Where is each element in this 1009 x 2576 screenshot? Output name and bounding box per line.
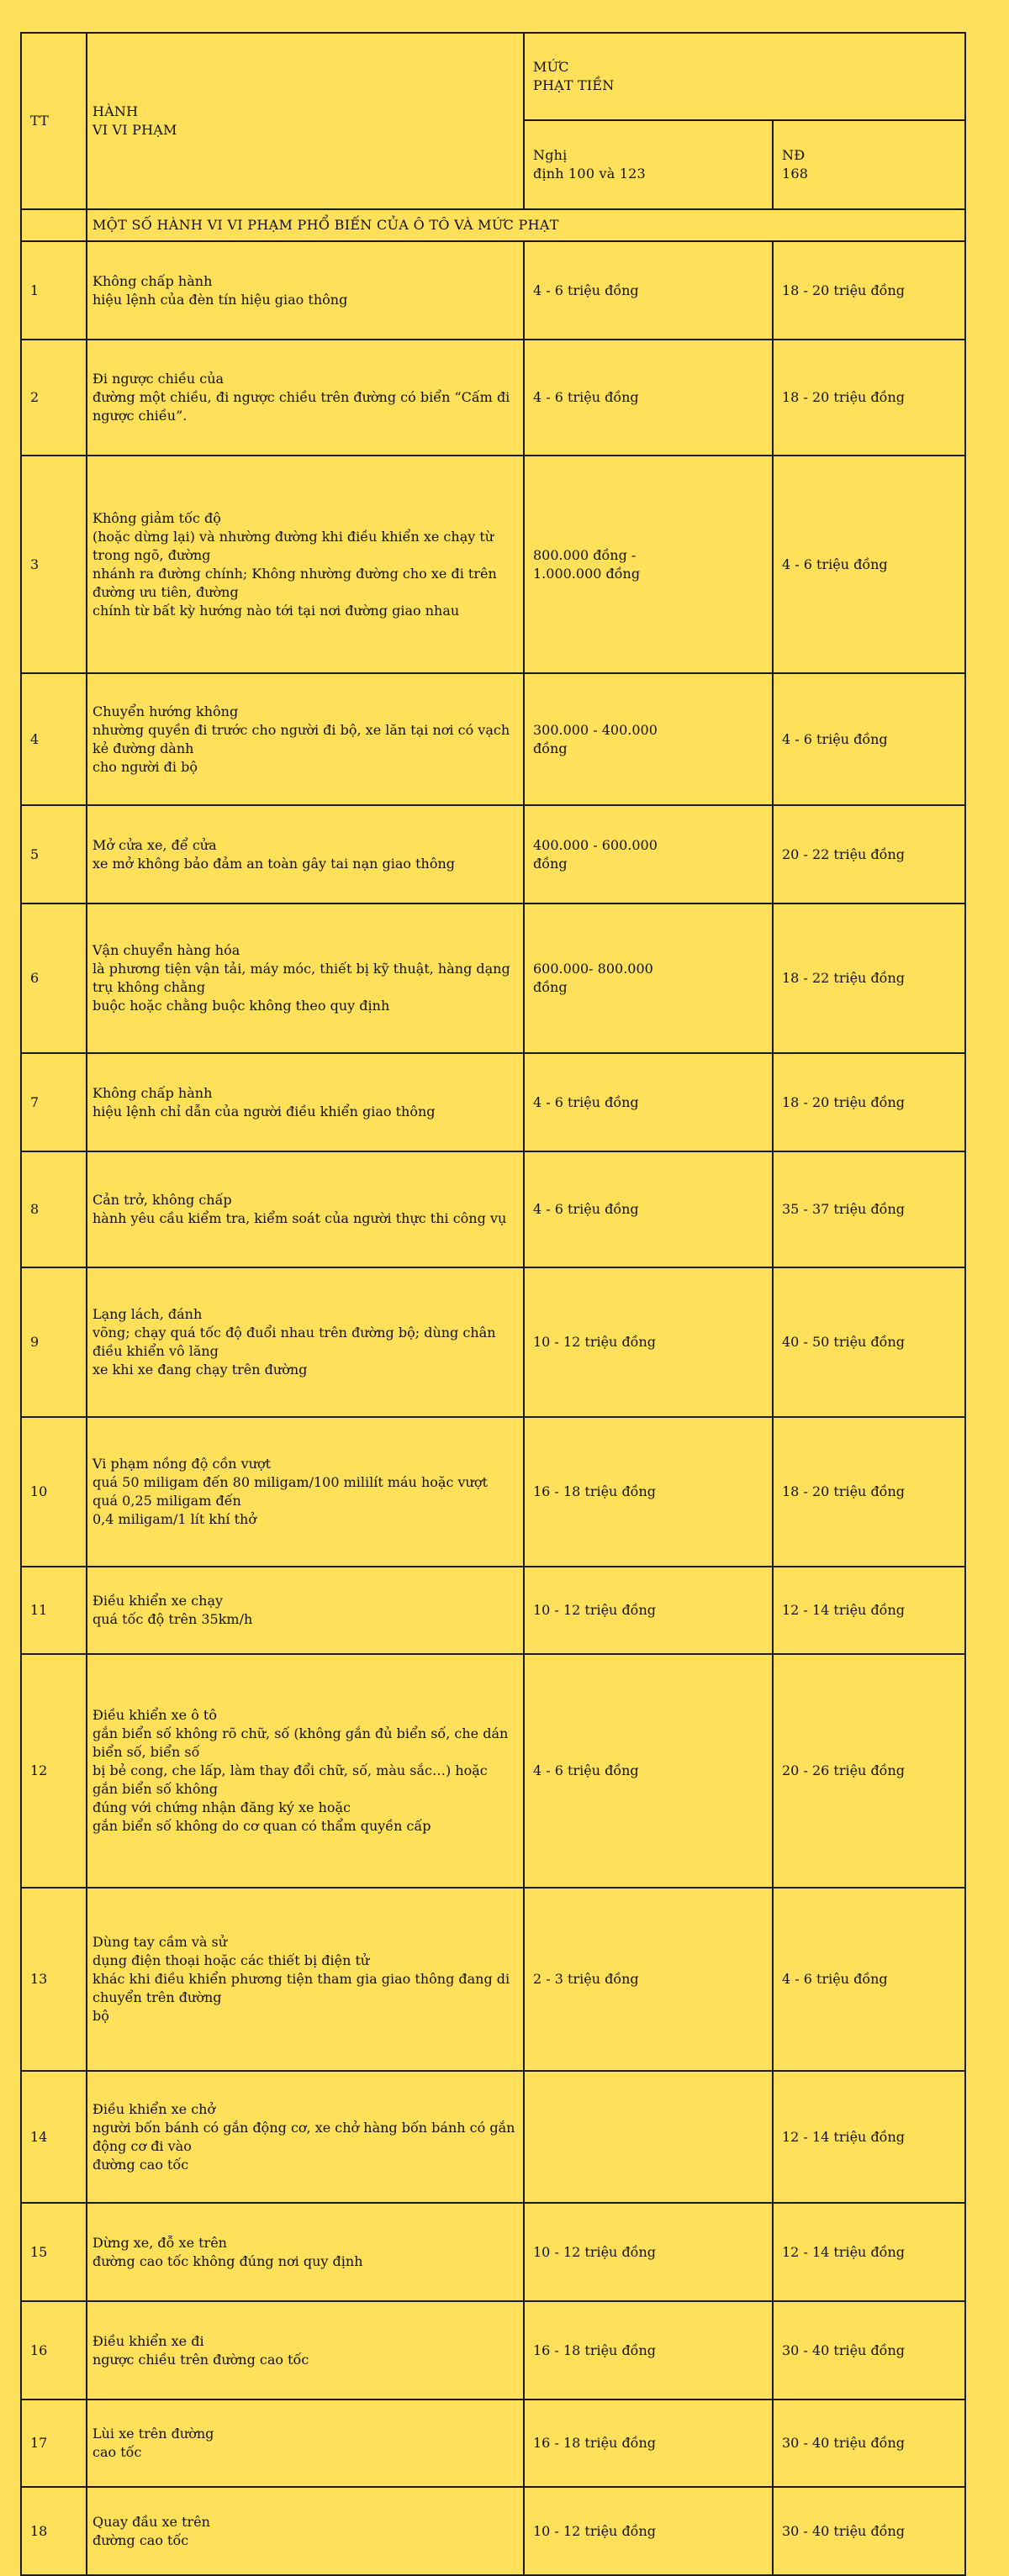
table-row [21, 456, 965, 673]
violation-text: Không chấp hành hiệu lệnh chỉ dẫn của người điều khiển giao thông [87, 1053, 524, 1151]
table-row [21, 1267, 965, 1417]
fine-new-decree: 18 - 20 triệu đồng [773, 1417, 965, 1567]
violation-text: Điều khiển xe ô tô gắn biển số không rõ chữ, số (không gắn đủ biển số, che dán biển số, biển số bị bẻ cong, che lấp, làm thay đổi chữ, số, màu sắc…) hoặc gắn biển số không đúng với chứng nhận đăng ký xe hoặc gắn biển số không do cơ quan có thẩm quyền cấp [87, 1654, 524, 1888]
violation-text: Cản trở, không chấp hành yêu cầu kiểm tra, kiểm soát của người thực thi công vụ [87, 1151, 524, 1267]
violation-text: Lùi xe trên đường cao tốc [87, 2400, 524, 2487]
fine-new-decree: 12 - 14 triệu đồng [773, 1567, 965, 1654]
fine-new-decree: 18 - 20 triệu đồng [773, 241, 965, 340]
table-row [21, 340, 965, 456]
table-row [21, 1151, 965, 1267]
violation-text: Điều khiển xe chở người bốn bánh có gắn động cơ, xe chở hàng bốn bánh có gắn động cơ đi vào đường cao tốc [87, 2071, 524, 2203]
fine-new-decree: 18 - 22 triệu đồng [773, 903, 965, 1053]
fines-table [20, 32, 966, 2576]
row-number: 18 [21, 2487, 87, 2575]
fine-new-decree: 30 - 40 triệu đồng [773, 2400, 965, 2487]
row-number: 14 [21, 2071, 87, 2203]
table-row [21, 1654, 965, 1888]
table-row [21, 1053, 965, 1151]
fine-old-decree: 10 - 12 triệu đồng [524, 2203, 773, 2301]
table-row [21, 1888, 965, 2071]
row-number: 4 [21, 673, 87, 805]
row-number: 11 [21, 1567, 87, 1654]
fine-old-decree: 300.000 - 400.000 đồng [524, 673, 773, 805]
fine-old-decree: 4 - 6 triệu đồng [524, 1654, 773, 1888]
row-number: 5 [21, 805, 87, 903]
table-row [21, 2071, 965, 2203]
table-row [21, 2400, 965, 2487]
fine-old-decree: 10 - 12 triệu đồng [524, 2487, 773, 2575]
violation-text: Điều khiển xe chạy quá tốc độ trên 35km/h [87, 1567, 524, 1654]
row-number: 6 [21, 903, 87, 1053]
fines-table-body [21, 33, 965, 2575]
fine-new-decree: 40 - 50 triệu đồng [773, 1267, 965, 1417]
violation-text: Chuyển hướng không nhường quyền đi trước cho người đi bộ, xe lăn tại nơi có vạch kẻ đường dành cho người đi bộ [87, 673, 524, 805]
row-number: 2 [21, 340, 87, 456]
violation-text: Vi phạm nồng độ cồn vượt quá 50 miligam đến 80 miligam/100 mililít máu hoặc vượt quá 0,25 miligam đến 0,4 miligam/1 lít khí thở [87, 1417, 524, 1567]
table-row [21, 903, 965, 1053]
fine-old-decree: 800.000 đồng - 1.000.000 đồng [524, 456, 773, 673]
fine-old-decree: 10 - 12 triệu đồng [524, 1567, 773, 1654]
header-fine-group: MỨC PHẠT TIỀN [524, 33, 965, 120]
fine-old-decree: 600.000- 800.000 đồng [524, 903, 773, 1053]
violation-text: Không giảm tốc độ (hoặc dừng lại) và nhường đường khi điều khiển xe chạy từ trong ngõ, đường nhánh ra đường chính; Không nhường đường cho xe đi trên đường ưu tiên, đường chính từ bất kỳ hướng nào tới tại nơi đường giao nhau [87, 456, 524, 673]
row-number: 16 [21, 2301, 87, 2400]
fine-new-decree: 20 - 26 triệu đồng [773, 1654, 965, 1888]
fine-old-decree: 400.000 - 600.000 đồng [524, 805, 773, 903]
fine-new-decree: 18 - 20 triệu đồng [773, 1053, 965, 1151]
header-col-new: NĐ 168 [773, 120, 965, 209]
fine-new-decree: 12 - 14 triệu đồng [773, 2203, 965, 2301]
table-row [21, 2203, 965, 2301]
violation-text: Dùng tay cầm và sử dụng điện thoại hoặc các thiết bị điện tử khác khi điều khiển phương tiện tham gia giao thông đang di chuyển trên đường bộ [87, 1888, 524, 2071]
fine-new-decree: 35 - 37 triệu đồng [773, 1151, 965, 1267]
fine-new-decree: 4 - 6 triệu đồng [773, 456, 965, 673]
fine-new-decree: 4 - 6 triệu đồng [773, 673, 965, 805]
header-tt: TT [21, 33, 87, 209]
table-row [21, 1567, 965, 1654]
row-number: 15 [21, 2203, 87, 2301]
header-violation: HÀNH VI VI PHẠM [87, 33, 524, 209]
fine-old-decree: 4 - 6 triệu đồng [524, 1151, 773, 1267]
row-number: 12 [21, 1654, 87, 1888]
violation-text: Vận chuyển hàng hóa là phương tiện vận tải, máy móc, thiết bị kỹ thuật, hàng dạng trụ không chằng buộc hoặc chằng buộc không theo quy định [87, 903, 524, 1053]
fine-new-decree: 20 - 22 triệu đồng [773, 805, 965, 903]
violation-text: Dừng xe, đỗ xe trên đường cao tốc không đúng nơi quy định [87, 2203, 524, 2301]
fine-new-decree: 30 - 40 triệu đồng [773, 2487, 965, 2575]
section-title: MỘT SỐ HÀNH VI VI PHẠM PHỔ BIẾN CỦA Ô TÔ VÀ MỨC PHẠT [87, 209, 965, 241]
table-row [21, 673, 965, 805]
violation-text: Đi ngược chiều của đường một chiều, đi ngược chiều trên đường có biển “Cấm đi ngược chiều”. [87, 340, 524, 456]
fine-old-decree: 16 - 18 triệu đồng [524, 1417, 773, 1567]
table-row [21, 241, 965, 340]
row-number: 17 [21, 2400, 87, 2487]
fine-new-decree: 30 - 40 triệu đồng [773, 2301, 965, 2400]
section-spacer [21, 209, 87, 241]
fine-old-decree [524, 2071, 773, 2203]
row-number: 3 [21, 456, 87, 673]
fine-old-decree: 2 - 3 triệu đồng [524, 1888, 773, 2071]
table-row [21, 2301, 965, 2400]
fine-new-decree: 4 - 6 triệu đồng [773, 1888, 965, 2071]
violation-text: Mở cửa xe, để cửa xe mở không bảo đảm an toàn gây tai nạn giao thông [87, 805, 524, 903]
table-row [21, 1417, 965, 1567]
violation-text: Điều khiển xe đi ngược chiều trên đường cao tốc [87, 2301, 524, 2400]
row-number: 10 [21, 1417, 87, 1567]
row-number: 1 [21, 241, 87, 340]
fine-old-decree: 10 - 12 triệu đồng [524, 1267, 773, 1417]
fine-new-decree: 18 - 20 triệu đồng [773, 340, 965, 456]
section-row [21, 209, 965, 241]
header-row-1 [21, 33, 965, 120]
fine-old-decree: 16 - 18 triệu đồng [524, 2301, 773, 2400]
table-row [21, 805, 965, 903]
row-number: 13 [21, 1888, 87, 2071]
violation-text: Quay đầu xe trên đường cao tốc [87, 2487, 524, 2575]
row-number: 7 [21, 1053, 87, 1151]
row-number: 8 [21, 1151, 87, 1267]
fine-old-decree: 16 - 18 triệu đồng [524, 2400, 773, 2487]
fine-old-decree: 4 - 6 triệu đồng [524, 1053, 773, 1151]
row-number: 9 [21, 1267, 87, 1417]
fine-old-decree: 4 - 6 triệu đồng [524, 340, 773, 456]
violation-text: Không chấp hành hiệu lệnh của đèn tín hiệu giao thông [87, 241, 524, 340]
violation-text: Lạng lách, đánh võng; chạy quá tốc độ đuổi nhau trên đường bộ; dùng chân điều khiển vô lăng xe khi xe đang chạy trên đường [87, 1267, 524, 1417]
table-row [21, 2487, 965, 2575]
fine-old-decree: 4 - 6 triệu đồng [524, 241, 773, 340]
fine-new-decree: 12 - 14 triệu đồng [773, 2071, 965, 2203]
header-col-old: Nghị định 100 và 123 [524, 120, 773, 209]
